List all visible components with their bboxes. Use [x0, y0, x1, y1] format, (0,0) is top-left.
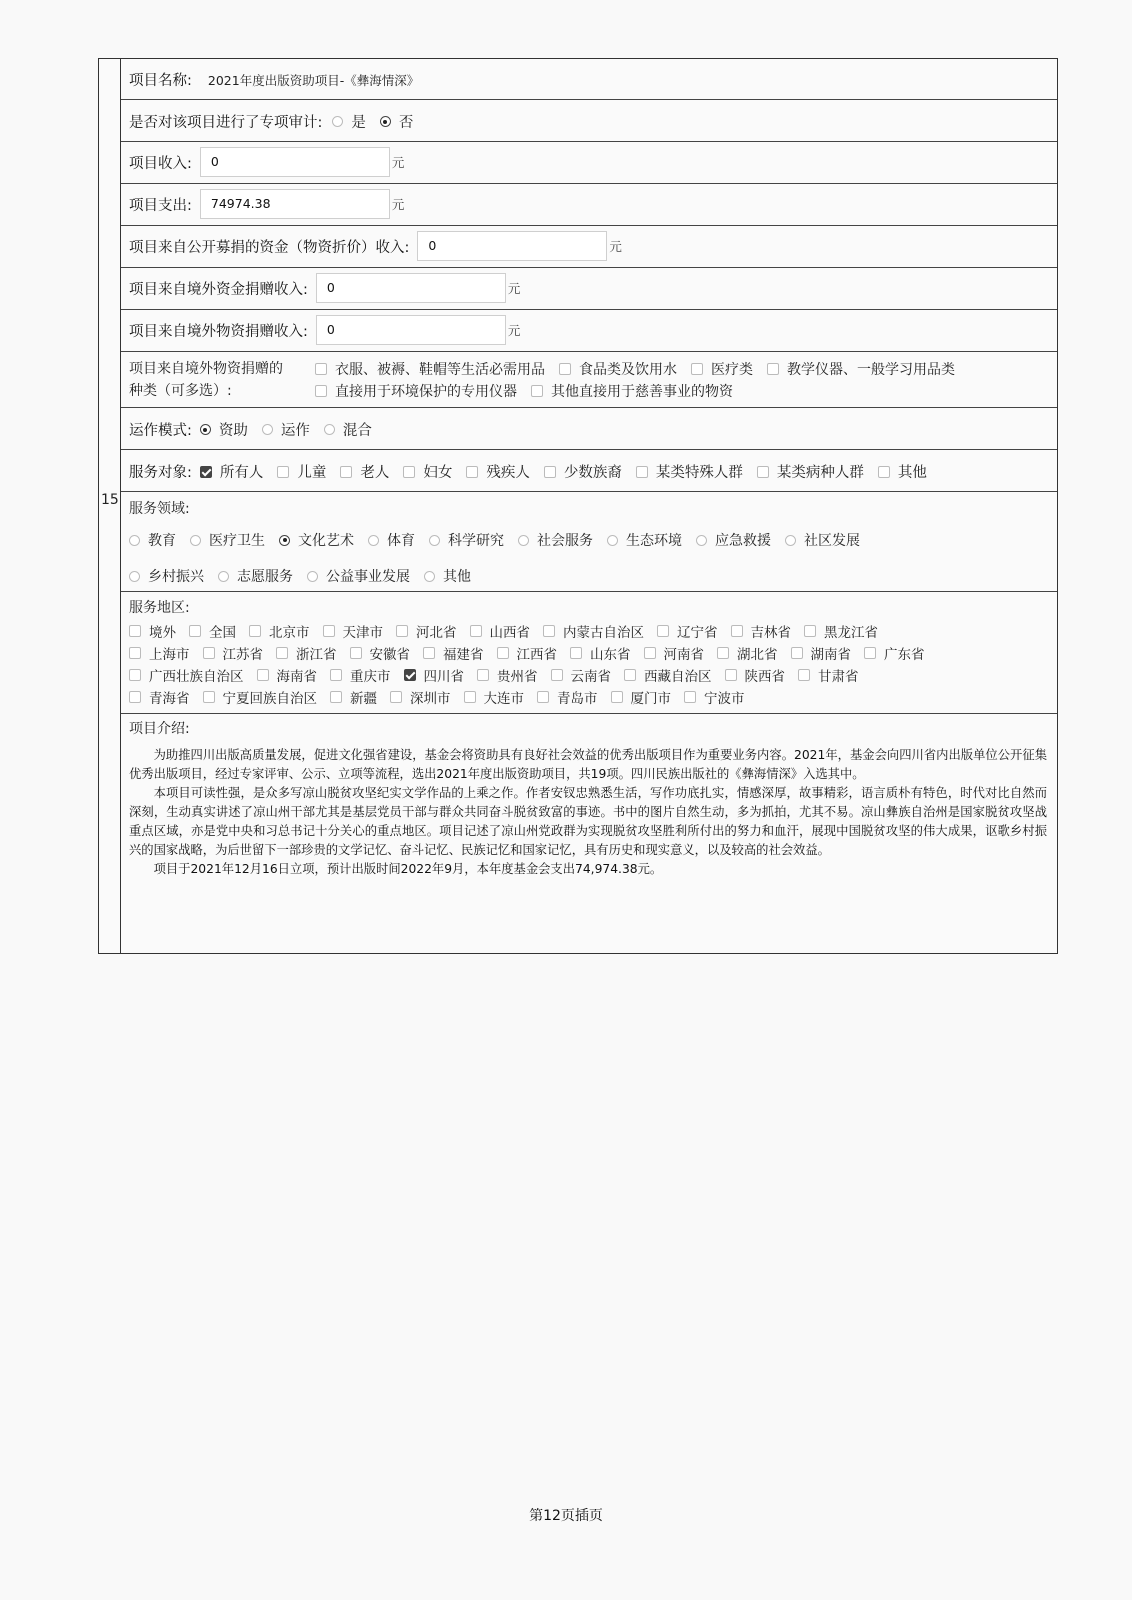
- region-label: 河南省: [663, 647, 704, 663]
- region-label: 四川省: [423, 669, 464, 685]
- region-option[interactable]: [477, 665, 538, 685]
- region-label: 广东省: [884, 647, 925, 663]
- checkbox-icon[interactable]: [537, 691, 549, 703]
- radio-icon[interactable]: [696, 535, 707, 546]
- income-input[interactable]: 0: [200, 147, 390, 177]
- region-option[interactable]: [657, 621, 718, 641]
- checkbox-icon[interactable]: [464, 691, 476, 703]
- checkbox-icon[interactable]: [390, 691, 402, 703]
- radio-icon[interactable]: [424, 571, 435, 582]
- target-women[interactable]: 妇女: [403, 461, 452, 482]
- target-disease-group[interactable]: 某类病种人群: [757, 461, 864, 482]
- goods-type-other[interactable]: 其他直接用于慈善事业的物资: [531, 381, 733, 401]
- checkbox-icon[interactable]: [470, 625, 482, 637]
- radio-icon[interactable]: [324, 424, 335, 435]
- region-label: 云南省: [570, 669, 611, 685]
- region-label: 内蒙古自治区: [563, 625, 644, 641]
- region-label: 安徽省: [369, 647, 410, 663]
- field-education[interactable]: 教育: [129, 530, 176, 550]
- field-volunteer[interactable]: 志愿服务: [218, 566, 293, 586]
- public-fund-label: 项目来自公开募捐的资金（物资折价）收入:: [129, 239, 410, 256]
- region-option[interactable]: [624, 665, 712, 685]
- income-row: [121, 142, 1057, 184]
- region-option[interactable]: [804, 621, 878, 641]
- checkbox-icon[interactable]: [757, 466, 769, 478]
- checkbox-icon[interactable]: [129, 647, 141, 659]
- intro-label: 项目介绍:: [129, 721, 190, 737]
- audit-option-yes[interactable]: 是: [332, 111, 366, 132]
- mode-option-grant[interactable]: 资助: [200, 419, 248, 440]
- target-children[interactable]: 儿童: [277, 461, 326, 482]
- radio-icon[interactable]: [129, 571, 140, 582]
- checkbox-icon[interactable]: [277, 466, 289, 478]
- radio-icon[interactable]: [429, 535, 440, 546]
- region-option[interactable]: [864, 643, 925, 663]
- checkbox-icon[interactable]: [691, 363, 703, 375]
- page-footer: 第12页插页: [529, 1508, 603, 1524]
- radio-icon[interactable]: [368, 535, 379, 546]
- region-option[interactable]: [731, 621, 792, 641]
- regions-line-2: [129, 642, 1051, 664]
- intro-paragraph-2: 本项目可读性强，是众多写凉山脱贫攻坚纪实文学作品的上乘之作。作者安钗忠熟悉生活，写作功底扎实，情感深厚，故事精彩，语言质朴有特色，时代对比自然而深刻，生动真实讲述了凉山州干部尤其是基层党员干部与群众共同奋斗脱贫致富的事迹。书中的图片自然生动，多为抓拍，尤其不易。凉山彝族自治州是国家脱贫攻坚战重点区域，亦是党中央和习总书记十分关心的重点地区。项目记述了凉山州党政群为实现脱贫攻坚胜利所付出的努力和血汗，展现中国脱贫攻坚的伟大成果，讴歌乡村振兴的国家战略，为后世留下一部珍贵的文学记忆、奋斗记忆、民族记忆和国家记忆，具有历史和现实意义，以及较高的社会效益。: [129, 786, 1047, 857]
- checkbox-icon[interactable]: [731, 625, 743, 637]
- checkbox-icon[interactable]: [543, 625, 555, 637]
- region-option[interactable]: [350, 643, 411, 663]
- regions-label: 服务地区:: [129, 600, 190, 616]
- field-health[interactable]: 医疗卫生: [190, 530, 265, 550]
- region-option[interactable]: [717, 643, 778, 663]
- foreign-goods-input[interactable]: 0: [316, 315, 506, 345]
- region-option[interactable]: [791, 643, 852, 663]
- form-content: [121, 59, 1057, 953]
- checkbox-icon[interactable]: [249, 625, 261, 637]
- region-option[interactable]: [129, 643, 190, 663]
- radio-selected-icon[interactable]: [279, 535, 290, 546]
- region-option[interactable]: [203, 687, 318, 707]
- targets-row: [121, 450, 1057, 492]
- radio-icon[interactable]: [262, 424, 273, 435]
- checkbox-icon[interactable]: [551, 669, 563, 681]
- audit-label: 是否对该项目进行了专项审计:: [129, 115, 323, 131]
- goods-types-row: [121, 352, 1057, 408]
- checkbox-icon[interactable]: [330, 691, 342, 703]
- region-option[interactable]: [129, 621, 176, 641]
- region-option[interactable]: [423, 643, 484, 663]
- mode-label: 运作模式:: [129, 423, 192, 439]
- region-option[interactable]: [497, 643, 558, 663]
- region-option[interactable]: [203, 643, 264, 663]
- region-option[interactable]: [276, 643, 337, 663]
- radio-selected-icon[interactable]: [200, 424, 211, 435]
- region-option[interactable]: [551, 665, 612, 685]
- target-other[interactable]: 其他: [878, 461, 927, 482]
- public-fund-unit: 元: [609, 239, 622, 254]
- checkbox-icon[interactable]: [497, 647, 509, 659]
- goods-type-teaching[interactable]: 教学仪器、一般学习用品类: [767, 359, 955, 379]
- checkbox-icon[interactable]: [315, 385, 327, 397]
- region-label: 浙江省: [296, 647, 337, 663]
- field-community[interactable]: 社区发展: [785, 530, 860, 550]
- checkbox-checked-icon[interactable]: [404, 669, 416, 681]
- foreign-goods-unit: 元: [507, 323, 521, 338]
- region-option[interactable]: [323, 621, 384, 641]
- regions-line-4: [129, 686, 1051, 708]
- region-label: 厦门市: [630, 691, 671, 707]
- checkbox-icon[interactable]: [466, 466, 478, 478]
- field-sports[interactable]: 体育: [368, 530, 415, 550]
- checkbox-icon[interactable]: [611, 691, 623, 703]
- fields-line-1: [129, 530, 1051, 550]
- fields-row: [121, 492, 1057, 592]
- fields-label: 服务领域:: [129, 501, 190, 517]
- mode-option-operate[interactable]: 运作: [262, 419, 310, 440]
- radio-icon[interactable]: [518, 535, 529, 546]
- field-rural[interactable]: 乡村振兴: [129, 566, 204, 586]
- region-option[interactable]: [249, 621, 310, 641]
- region-option[interactable]: [404, 665, 465, 685]
- region-label: 北京市: [269, 625, 310, 641]
- radio-icon[interactable]: [307, 571, 318, 582]
- public-fund-row: [121, 226, 1057, 268]
- index-column: [99, 59, 121, 953]
- field-social-service[interactable]: 社会服务: [518, 530, 593, 550]
- expense-unit: 元: [391, 197, 405, 212]
- checkbox-icon[interactable]: [804, 625, 816, 637]
- checkbox-checked-icon[interactable]: [200, 466, 212, 478]
- intro-paragraph-3: 项目于2021年12月16日立项，预计出版时间2022年9月，本年度基金会支出74,974.38元。: [153, 862, 663, 876]
- region-label: 深圳市: [410, 691, 451, 707]
- checkbox-icon[interactable]: [203, 647, 215, 659]
- checkbox-icon[interactable]: [323, 625, 335, 637]
- income-unit: 元: [391, 155, 405, 170]
- region-label: 全国: [209, 625, 236, 641]
- checkbox-icon[interactable]: [725, 669, 737, 681]
- region-label: 新疆: [350, 691, 377, 707]
- region-option[interactable]: [464, 687, 525, 707]
- region-label: 宁波市: [704, 691, 745, 707]
- project-name-value: 2021年度出版资助项目-《彝海情深》: [207, 72, 420, 88]
- goods-type-environment[interactable]: 直接用于环境保护的专用仪器: [315, 381, 517, 401]
- checkbox-icon[interactable]: [340, 466, 352, 478]
- goods-type-daily[interactable]: 衣服、被褥、鞋帽等生活必需用品: [315, 359, 545, 379]
- region-option[interactable]: [543, 621, 644, 641]
- checkbox-icon[interactable]: [717, 647, 729, 659]
- region-label: 天津市: [342, 625, 383, 641]
- region-option[interactable]: [570, 643, 631, 663]
- checkbox-icon[interactable]: [396, 625, 408, 637]
- field-ecology[interactable]: 生态环境: [607, 530, 682, 550]
- region-label: 湖南省: [810, 647, 851, 663]
- audit-row: [121, 100, 1057, 142]
- checkbox-icon[interactable]: [624, 669, 636, 681]
- region-label: 上海市: [149, 647, 190, 663]
- public-fund-input[interactable]: 0: [417, 231, 607, 261]
- foreign-cash-row: [121, 268, 1057, 310]
- audit-option-no[interactable]: 否: [380, 111, 414, 132]
- checkbox-icon[interactable]: [644, 647, 656, 659]
- region-option[interactable]: [470, 621, 531, 641]
- region-option[interactable]: [189, 621, 236, 641]
- checkbox-icon[interactable]: [315, 363, 327, 375]
- radio-selected-icon[interactable]: [380, 116, 391, 127]
- region-label: 青岛市: [557, 691, 598, 707]
- target-disabled[interactable]: 残疾人: [466, 461, 530, 482]
- region-label: 大连市: [483, 691, 524, 707]
- region-option[interactable]: [537, 687, 598, 707]
- regions-row: [121, 592, 1057, 714]
- field-public-welfare[interactable]: 公益事业发展: [307, 566, 410, 586]
- region-label: 江西省: [516, 647, 557, 663]
- radio-icon[interactable]: [218, 571, 229, 582]
- checkbox-icon[interactable]: [878, 466, 890, 478]
- radio-icon[interactable]: [332, 116, 343, 127]
- region-label: 陕西省: [744, 669, 785, 685]
- goods-type-medical[interactable]: 医疗类: [691, 359, 753, 379]
- checkbox-icon[interactable]: [423, 647, 435, 659]
- project-form: [98, 58, 1058, 954]
- checkbox-icon[interactable]: [767, 363, 779, 375]
- field-emergency[interactable]: 应急救援: [696, 530, 771, 550]
- expense-input[interactable]: 74974.38: [200, 189, 390, 219]
- field-culture-art[interactable]: 文化艺术: [279, 530, 354, 550]
- foreign-goods-row: [121, 310, 1057, 352]
- radio-icon[interactable]: [129, 535, 140, 546]
- checkbox-icon[interactable]: [276, 647, 288, 659]
- checkbox-icon[interactable]: [203, 691, 215, 703]
- region-label: 重庆市: [350, 669, 391, 685]
- mode-row: [121, 408, 1057, 450]
- checkbox-icon[interactable]: [403, 466, 415, 478]
- region-option[interactable]: [396, 621, 457, 641]
- checkbox-icon[interactable]: [791, 647, 803, 659]
- checkbox-icon[interactable]: [636, 466, 648, 478]
- radio-icon[interactable]: [607, 535, 618, 546]
- region-label: 吉林省: [750, 625, 791, 641]
- region-label: 西藏自治区: [644, 669, 712, 685]
- mode-option-mixed[interactable]: 混合: [324, 419, 372, 440]
- checkbox-icon[interactable]: [189, 625, 201, 637]
- region-label: 山西省: [489, 625, 530, 641]
- region-label: 辽宁省: [677, 625, 718, 641]
- region-label: 贵州省: [497, 669, 538, 685]
- region-label: 青海省: [149, 691, 190, 707]
- goods-type-food[interactable]: 食品类及饮用水: [559, 359, 677, 379]
- foreign-cash-unit: 元: [507, 281, 521, 296]
- checkbox-icon[interactable]: [864, 647, 876, 659]
- region-label: 湖北省: [737, 647, 778, 663]
- checkbox-icon[interactable]: [350, 647, 362, 659]
- checkbox-icon[interactable]: [257, 669, 269, 681]
- foreign-cash-label: 项目来自境外资金捐赠收入:: [129, 281, 308, 298]
- region-option[interactable]: [798, 665, 859, 685]
- region-option[interactable]: [129, 687, 190, 707]
- checkbox-icon[interactable]: [330, 669, 342, 681]
- checkbox-icon[interactable]: [570, 647, 582, 659]
- intro-row: [121, 714, 1057, 953]
- target-minority[interactable]: 少数族裔: [544, 461, 622, 482]
- region-label: 宁夏回族自治区: [222, 691, 317, 707]
- checkbox-icon[interactable]: [559, 363, 571, 375]
- foreign-cash-input[interactable]: 0: [316, 273, 506, 303]
- region-option[interactable]: [644, 643, 705, 663]
- region-label: 境外: [149, 625, 176, 641]
- region-option[interactable]: [129, 665, 244, 685]
- target-elderly[interactable]: 老人: [340, 461, 389, 482]
- region-label: 广西壮族自治区: [149, 669, 244, 685]
- field-other[interactable]: 其他: [424, 566, 471, 586]
- checkbox-icon[interactable]: [531, 385, 543, 397]
- intro-paragraph-1: 为助推四川出版高质量发展，促进文化强省建设，基金会将资助具有良好社会效益的优秀出版项目作为重要业务内容。2021年，基金会向四川省内出版单位公开征集优秀出版项目，经过专家评审、公示、立项等流程，选出2021年度出版资助项目，共19项。四川民族出版社的《彝海情深》入选其中。: [129, 748, 1047, 781]
- region-label: 福建省: [443, 647, 484, 663]
- checkbox-icon[interactable]: [798, 669, 810, 681]
- field-science[interactable]: 科学研究: [429, 530, 504, 550]
- region-option[interactable]: [684, 687, 745, 707]
- goods-types-label-1: 项目来自境外物资捐赠的: [129, 361, 283, 377]
- project-name-label: 项目名称:: [129, 73, 192, 89]
- region-label: 甘肃省: [818, 669, 859, 685]
- checkbox-icon[interactable]: [477, 669, 489, 681]
- checkbox-icon[interactable]: [544, 466, 556, 478]
- row-index: 15: [101, 492, 119, 508]
- checkbox-icon[interactable]: [129, 625, 141, 637]
- region-option[interactable]: [390, 687, 451, 707]
- expense-row: [121, 184, 1057, 226]
- checkbox-icon[interactable]: [129, 691, 141, 703]
- income-label: 项目收入:: [129, 155, 192, 172]
- region-label: 江苏省: [222, 647, 263, 663]
- targets-label: 服务对象:: [129, 465, 192, 481]
- regions-line-1: [129, 620, 1051, 642]
- checkbox-icon[interactable]: [129, 669, 141, 681]
- checkbox-icon[interactable]: [657, 625, 669, 637]
- regions-line-3: [129, 664, 1051, 686]
- region-label: 河北省: [416, 625, 457, 641]
- target-all[interactable]: 所有人: [200, 461, 264, 482]
- project-name-row: [121, 59, 1057, 100]
- goods-types-label-2: 种类（可多选）:: [129, 383, 232, 399]
- target-special-group[interactable]: 某类特殊人群: [636, 461, 743, 482]
- region-option[interactable]: [330, 687, 377, 707]
- foreign-goods-label: 项目来自境外物资捐赠收入:: [129, 323, 308, 340]
- radio-icon[interactable]: [190, 535, 201, 546]
- region-option[interactable]: [257, 665, 318, 685]
- region-option[interactable]: [330, 665, 391, 685]
- fields-line-2: [129, 566, 1051, 586]
- expense-label: 项目支出:: [129, 197, 192, 214]
- region-option[interactable]: [611, 687, 672, 707]
- region-label: 山东省: [590, 647, 631, 663]
- region-label: 黑龙江省: [824, 625, 878, 641]
- region-option[interactable]: [725, 665, 786, 685]
- checkbox-icon[interactable]: [684, 691, 696, 703]
- region-label: 海南省: [276, 669, 317, 685]
- radio-icon[interactable]: [785, 535, 796, 546]
